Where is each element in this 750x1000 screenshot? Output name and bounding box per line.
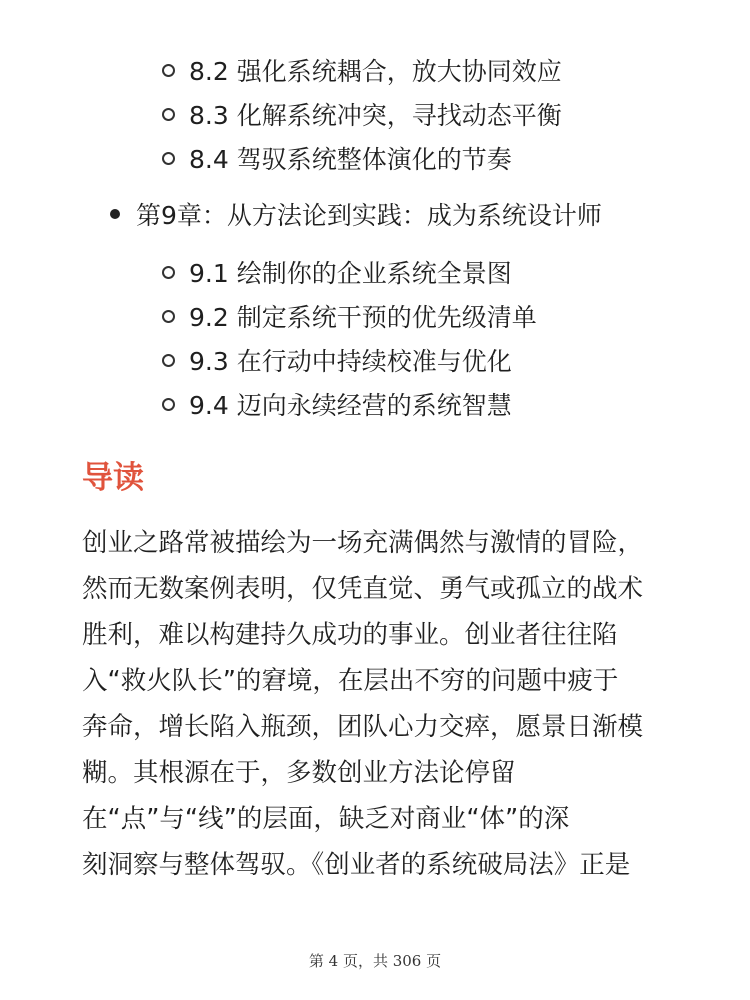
toc-item[interactable]: 8.2 强化系统耦合，放大协同效应 <box>162 56 562 88</box>
toc-item[interactable]: 9.4 迈向永续经营的系统智慧 <box>162 390 512 422</box>
page-number: 第 4 页，共 306 页 <box>308 952 442 970</box>
filled-bullet-icon <box>110 209 120 219</box>
toc-item[interactable]: 8.3 化解系统冲突，寻找动态平衡 <box>162 100 562 132</box>
toc-item[interactable]: 9.2 制定系统干预的优先级清单 <box>162 302 537 334</box>
hollow-bullet-icon <box>162 108 175 121</box>
paragraph-line: 然而无数案例表明，仅凭直觉、勇气或孤立的战术 <box>82 574 644 604</box>
paragraph-line: 在“点”与“线”的层面，缺乏对商业“体”的深 <box>82 804 570 834</box>
hollow-bullet-icon <box>162 310 175 323</box>
paragraph-line: 奔命，增长陷入瓶颈，团队心力交瘁，愿景日渐模 <box>82 712 644 742</box>
hollow-bullet-icon <box>162 152 175 165</box>
section-heading: 导读 <box>82 460 144 496</box>
paragraph-line: 刻洞察与整体驾驭。《创业者的系统破局法》正是 <box>82 850 631 880</box>
paragraph-line: 入“救火队长”的窘境，在层出不穷的问题中疲于 <box>82 666 619 696</box>
hollow-bullet-icon <box>162 266 175 279</box>
toc-item[interactable]: 8.4 驾驭系统整体演化的节奏 <box>162 144 512 176</box>
toc-chapter[interactable]: 第9章：从方法论到实践：成为系统设计师 <box>110 200 602 232</box>
paragraph-line: 创业之路常被描绘为一场充满偶然与激情的冒险， <box>82 528 644 558</box>
hollow-bullet-icon <box>162 354 175 367</box>
intro-paragraph <box>82 520 682 888</box>
toc-item[interactable]: 9.1 绘制你的企业系统全景图 <box>162 258 512 290</box>
hollow-bullet-icon <box>162 64 175 77</box>
paragraph-line: 胜利，难以构建持久成功的事业。创业者往往陷 <box>82 620 618 650</box>
hollow-bullet-icon <box>162 398 175 411</box>
paragraph-line: 糊。其根源在于，多数创业方法论停留 <box>82 758 516 788</box>
toc-item[interactable]: 9.3 在行动中持续校准与优化 <box>162 346 512 378</box>
